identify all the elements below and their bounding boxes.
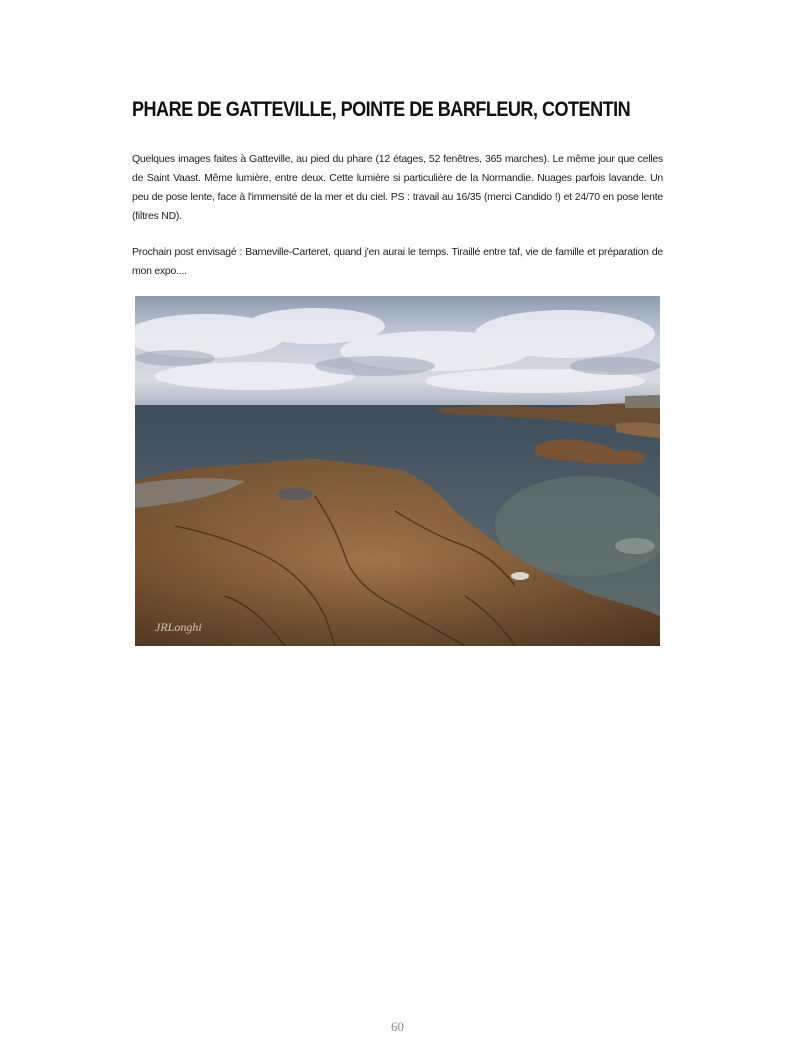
seascape-photo xyxy=(135,296,660,646)
photo-watermark: JRLonghi xyxy=(155,620,202,634)
page-number: 60 xyxy=(391,1019,404,1034)
next-post-paragraph: Prochain post envisagé : Barneville-Carteret, quand j'en aurai le temps. Tiraillé entre taf, vie de famille et préparation de mon expo.... xyxy=(132,246,663,277)
page-title: PHARE DE GATTEVILLE, POINTE DE BARFLEUR, COTENTIN xyxy=(132,98,631,121)
intro-paragraph: Quelques images faites à Gatteville, au pied du phare (12 étages, 52 fenêtres, 365 marches). Le même jour que celles de Saint Vaast. Même lumière, entre deux. Cette lumière si particulière de la Normandie. Nuages parfois lavande. Un peu de pose lente, face à l'immensité de la mer et du ciel. PS : travail au 16/35 (merci Candido !) et 24/70 en pose lente (filtres ND). xyxy=(132,153,663,222)
